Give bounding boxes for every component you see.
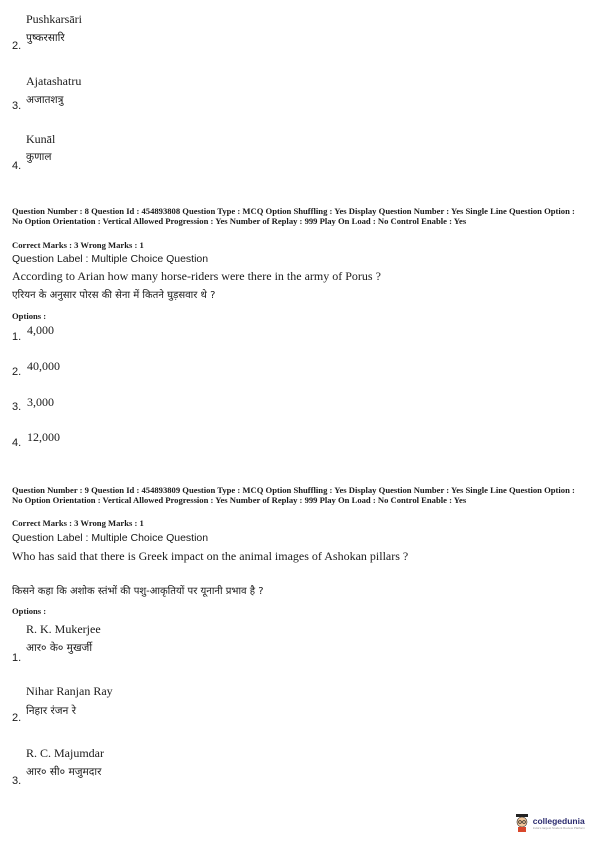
q9-option-1-english: R. K. Mukerjee xyxy=(26,622,101,636)
q8-option-2-number: 2. xyxy=(12,366,22,378)
q9-option-3-number: 3. xyxy=(12,775,22,787)
question-8-label: Question Label : Multiple Choice Question xyxy=(12,253,209,265)
q8-option-3-number: 3. xyxy=(12,401,22,413)
option-2-hindi: पुष्करसारि xyxy=(26,32,65,44)
q9-option-3-hindi: आर० सी० मजुमदार xyxy=(26,766,102,778)
question-8-marks: Correct Marks : 3 Wrong Marks : 1 xyxy=(12,240,144,250)
question-9-meta: Question Number : 9 Question Id : 454893809 Question Type : MCQ Option Shuffling : Yes Display Question Number : Yes Single Line Question Option : No Option Orientation : Vertical Allowed Progression : Yes Number of Replay : 999 Play On Load : No Control Enable : Yes xyxy=(12,485,575,505)
q8-option-4-number: 4. xyxy=(12,437,22,449)
collegedunia-logo xyxy=(514,814,585,832)
q8-option-2-value: 40,000 xyxy=(27,359,60,373)
question-9-marks: Correct Marks : 3 Wrong Marks : 1 xyxy=(12,518,144,528)
logo-name: collegedunia xyxy=(532,816,585,826)
question-8-options-label: Options : xyxy=(12,311,47,321)
q8-option-3-value: 3,000 xyxy=(27,395,54,409)
q9-option-3-english: R. C. Majumdar xyxy=(26,746,104,760)
question-9-text-hindi: किसने कहा कि अशोक स्तंभों की पशु-आकृतियों पर यूनानी प्रभाव है ? xyxy=(12,586,264,597)
option-4-hindi: कुणाल xyxy=(26,151,52,163)
question-9-options-label: Options : xyxy=(12,606,47,616)
q9-option-1-number: 1. xyxy=(12,652,22,664)
q9-option-2-hindi: निहार रंजन रे xyxy=(26,705,77,717)
option-3-hindi: अजातशत्रु xyxy=(26,94,64,106)
q8-option-1-value: 4,000 xyxy=(27,323,54,337)
question-9-label: Question Label : Multiple Choice Question xyxy=(12,532,209,544)
option-2-english: Pushkarsāri xyxy=(26,12,82,26)
q8-option-4-value: 12,000 xyxy=(27,430,60,444)
question-9-text-english: Who has said that there is Greek impact on the animal images of Ashokan pillars ? xyxy=(12,549,409,563)
q8-option-1-number: 1. xyxy=(12,331,22,343)
option-4-number: 4. xyxy=(12,160,22,172)
option-3-english: Ajatashatru xyxy=(26,74,82,88)
question-8-text-hindi: एरियन के अनुसार पोरस की सेना में कितने घुड़सवार थे ? xyxy=(12,290,216,301)
q9-option-1-hindi: आर० के० मुखर्जी xyxy=(26,642,93,654)
mascot-icon xyxy=(514,814,530,832)
option-4-english: Kunāl xyxy=(26,132,56,146)
question-8-meta: Question Number : 8 Question Id : 454893808 Question Type : MCQ Option Shuffling : Yes Display Question Number : Yes Single Line Question Option : No Option Orientation : Vertical Allowed Progression : Yes Number of Replay : 999 Play On Load : No Control Enable : Yes xyxy=(12,206,575,226)
q9-option-2-english: Nihar Ranjan Ray xyxy=(26,684,113,698)
option-2-number: 2. xyxy=(12,40,22,52)
option-3-number: 3. xyxy=(12,100,22,112)
question-8-text-english: According to Arian how many horse-riders were there in the army of Porus ? xyxy=(12,269,381,283)
q9-option-2-number: 2. xyxy=(12,712,22,724)
logo-tagline: India's largest Student Review Platform xyxy=(532,826,585,830)
